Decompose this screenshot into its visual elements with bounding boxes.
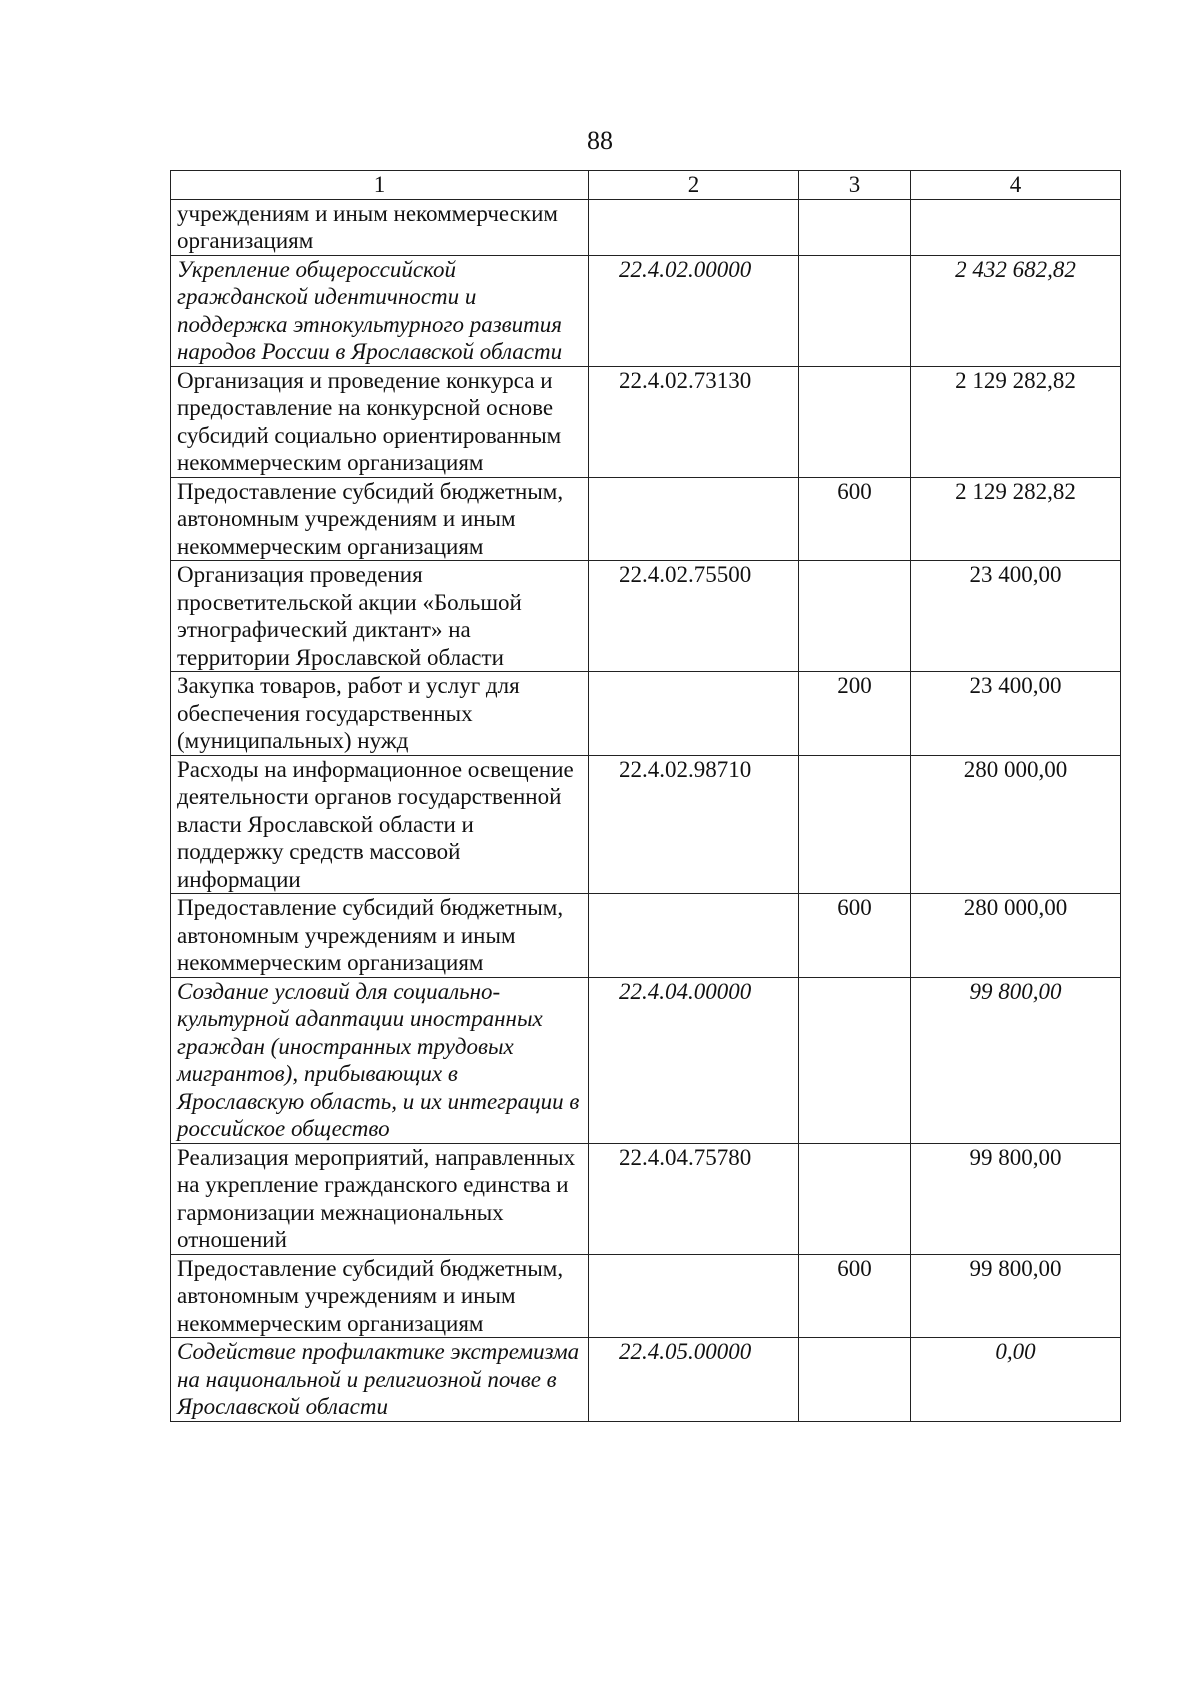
- table-row: [171, 1143, 1121, 1254]
- table-row: [171, 755, 1121, 894]
- table-row: [171, 977, 1121, 1143]
- table-row: [171, 199, 1121, 255]
- row-kind: [799, 199, 911, 255]
- table-row: [171, 894, 1121, 978]
- row-kind: 200: [799, 672, 911, 756]
- row-code: 22.4.02.73130: [589, 366, 799, 477]
- row-amount: 99 800,00: [911, 1254, 1121, 1338]
- row-amount: [911, 199, 1121, 255]
- row-amount: 23 400,00: [911, 561, 1121, 672]
- row-name: Укрепление общероссийской гражданской идентичности и поддержка этнокультурного развития народов России в Ярославской области: [171, 255, 589, 366]
- row-amount: 99 800,00: [911, 1143, 1121, 1254]
- row-name: Организация проведения просветительской акции «Большой этнографический диктант» на территории Ярославской области: [171, 561, 589, 672]
- row-kind: [799, 1338, 911, 1422]
- table-row: [171, 672, 1121, 756]
- table-row: [171, 1254, 1121, 1338]
- column-header-4: 4: [911, 171, 1121, 200]
- row-code: [589, 199, 799, 255]
- column-header-1: 1: [171, 171, 589, 200]
- table-row: [171, 255, 1121, 366]
- row-amount: 0,00: [911, 1338, 1121, 1422]
- row-amount: 23 400,00: [911, 672, 1121, 756]
- row-name: Закупка товаров, работ и услуг для обеспечения государственных (муниципальных) нужд: [171, 672, 589, 756]
- column-header-3: 3: [799, 171, 911, 200]
- row-kind: [799, 366, 911, 477]
- table-row: [171, 1338, 1121, 1422]
- column-header-2: 2: [589, 171, 799, 200]
- row-name: учреждениям и иным некоммерческим организациям: [171, 199, 589, 255]
- row-name: Расходы на информационное освещение деятельности органов государственной власти Ярославской области и поддержку средств массовой информации: [171, 755, 589, 894]
- row-code: 22.4.04.75780: [589, 1143, 799, 1254]
- row-code: [589, 894, 799, 978]
- row-name: Содействие профилактике экстремизма на национальной и религиозной почве в Ярославской области: [171, 1338, 589, 1422]
- row-code: [589, 477, 799, 561]
- row-name: Создание условий для социально-культурной адаптации иностранных граждан (иностранных трудовых мигрантов), прибывающих в Ярославскую область, и их интеграции в российское общество: [171, 977, 589, 1143]
- row-amount: 280 000,00: [911, 894, 1121, 978]
- table-row: [171, 561, 1121, 672]
- row-code: 22.4.02.00000: [589, 255, 799, 366]
- row-kind: [799, 255, 911, 366]
- row-name: Организация и проведение конкурса и предоставление на конкурсной основе субсидий социально ориентированным некоммерческим организациям: [171, 366, 589, 477]
- row-kind: 600: [799, 477, 911, 561]
- row-code: 22.4.02.75500: [589, 561, 799, 672]
- row-amount: 2 129 282,82: [911, 366, 1121, 477]
- row-code: 22.4.04.00000: [589, 977, 799, 1143]
- row-amount: 280 000,00: [911, 755, 1121, 894]
- row-amount: 2 432 682,82: [911, 255, 1121, 366]
- row-kind: 600: [799, 894, 911, 978]
- page-number: 88: [587, 126, 613, 155]
- table-row: [171, 477, 1121, 561]
- row-name: Предоставление субсидий бюджетным, автономным учреждениям и иным некоммерческим организациям: [171, 894, 589, 978]
- row-kind: [799, 977, 911, 1143]
- table-header-row: [171, 171, 1121, 200]
- row-name: Реализация мероприятий, направленных на укрепление гражданского единства и гармонизации межнациональных отношений: [171, 1143, 589, 1254]
- row-name: Предоставление субсидий бюджетным, автономным учреждениям и иным некоммерческим организациям: [171, 477, 589, 561]
- row-amount: 99 800,00: [911, 977, 1121, 1143]
- row-code: [589, 672, 799, 756]
- row-code: 22.4.02.98710: [589, 755, 799, 894]
- budget-table: [170, 170, 1121, 1422]
- row-kind: [799, 561, 911, 672]
- table-row: [171, 366, 1121, 477]
- row-kind: 600: [799, 1254, 911, 1338]
- row-amount: 2 129 282,82: [911, 477, 1121, 561]
- row-kind: [799, 755, 911, 894]
- row-code: [589, 1254, 799, 1338]
- row-name: Предоставление субсидий бюджетным, автономным учреждениям и иным некоммерческим организациям: [171, 1254, 589, 1338]
- row-code: 22.4.05.00000: [589, 1338, 799, 1422]
- row-kind: [799, 1143, 911, 1254]
